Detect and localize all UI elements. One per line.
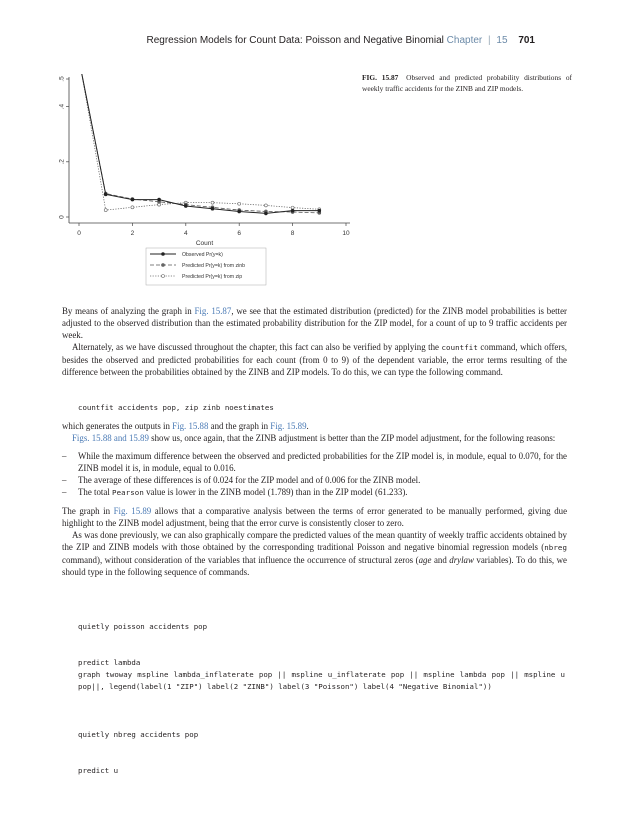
data-point (211, 201, 214, 204)
y-tick-label: .5 (58, 76, 66, 82)
paragraph-3: which generates the outputs in Fig. 15.88 and the graph in Fig. 15.89. (62, 421, 309, 431)
data-point (184, 204, 187, 207)
data-point (291, 206, 294, 209)
paragraph-1: By means of analyzing the graph in Fig. 15.87, we see that the estimated distribution (predicted) for the ZINB model probabilities is better adjusted to the observed distribution than the estimated probability distribution for the ZIP model, for a count of up to 9 traffic accidents per week. (62, 306, 567, 340)
data-point (264, 212, 267, 215)
series-line (79, 74, 319, 213)
series-line (79, 74, 319, 210)
data-point (291, 209, 294, 212)
paragraph-6: As was done previously, we can also graphically compare the predicted values of the mean quantity of weekly traffic accidents obtained by the ZIP and ZINB models with those obtained by the corresponding traditional Poisson and negative binomial regression models (nbreg command), without consideration of the variables that influence the occurrence of structural zeros (age and drylaw variables). To do this, we should type in the following sequence of commands. (62, 530, 567, 577)
running-title: Regression Models for Count Data: Poisson and Negative Binomial (146, 35, 444, 46)
x-tick-label: 6 (237, 230, 242, 237)
x-tick-label: 10 (342, 230, 350, 237)
x-tick-label: 0 (77, 230, 81, 237)
command-block (78, 597, 207, 837)
code-line: predict lambda (78, 658, 141, 667)
fig-link-15-88-89[interactable]: Figs. 15.88 and 15.89 (72, 433, 149, 443)
x-tick-label: 4 (183, 230, 188, 237)
data-point (131, 206, 134, 209)
page-number: 701 (518, 35, 535, 46)
code-line: quietly nbreg accidents pop (78, 730, 199, 739)
fig-link-15-88[interactable]: Fig. 15.88 (172, 421, 209, 431)
fig-link-15-87[interactable]: Fig. 15.87 (194, 306, 232, 316)
body-text-top (62, 305, 567, 378)
series-line (79, 74, 319, 213)
header-separator: | (488, 35, 491, 46)
running-header (146, 35, 535, 46)
data-point (131, 198, 134, 201)
code-line: quietly poisson accidents pop (78, 622, 208, 631)
inline-code-countfit: countfit (441, 343, 478, 352)
paragraph-2: Alternately, as we have discussed throughout the chapter, this fact can also be verified by applying the countfit command, which offers, besides the observed and predicted probabilities for each count (from 0 to 9) of the dependent variable, the error terms resulting of the difference between the probabilities obtained by the ZINB and ZIP models. To do this, we can type the following command. (62, 342, 567, 377)
code-line: predict u (78, 766, 119, 775)
x-axis-title: Count (195, 240, 214, 247)
data-point (158, 198, 161, 201)
data-point (318, 209, 321, 212)
paragraph-4: Figs. 15.88 and 15.89 show us, once again, that the ZINB adjustment is better than the ZIP model adjustment, for the following reasons: (72, 433, 556, 443)
fig-link-15-89[interactable]: Fig. 15.89 (270, 421, 307, 431)
chapter-label: Chapter (446, 35, 483, 46)
data-point (211, 207, 214, 210)
data-point (238, 202, 241, 205)
legend-swatch-marker (162, 275, 165, 278)
legend-entry: Predicted Pr(y=k) from zip (182, 274, 243, 280)
list-item: – While the maximum difference between the observed and predicted probabilities for the ZIP model is, in module, equal to 0.070, for the ZINB model it is, in module, equal to 0.016. (62, 451, 567, 473)
inline-code-nbreg: nbreg (544, 543, 567, 552)
x-tick-label: 2 (130, 230, 135, 237)
y-tick-label: 0 (58, 215, 66, 219)
figure-caption (362, 73, 572, 94)
legend-entry: Predicted Pr(y=k) from zinb (182, 263, 245, 269)
reasons-list (62, 450, 567, 499)
code-line-graph: graph twoway mspline lambda_inflaterate pop || mspline u_inflaterate pop || mspline lambda pop || mspline u pop||, legend(label(1 "ZIP") label(2 "ZINB") label(3 "Poisson") label(4 "Negative Binomial")) (78, 670, 565, 691)
data-point (104, 193, 107, 196)
list-item: – The total Pearson value is lower in the ZINB model (1.789) than in the ZIP model (61.233). (62, 487, 408, 497)
y-tick-label: .4 (58, 103, 66, 110)
data-point (264, 204, 267, 207)
chapter-number: 15 (496, 35, 508, 46)
list-item: – The average of these differences is of 0.024 for the ZIP model and of 0.006 for the ZINB model. (62, 475, 421, 485)
command-countfit: countfit accidents pop, zip zinb noestimates (78, 403, 274, 412)
body-text-middle (62, 420, 567, 578)
data-point (104, 209, 107, 212)
probability-chart (55, 74, 355, 294)
legend-swatch-marker (162, 264, 165, 267)
paragraph-5: The graph in Fig. 15.89 allows that a comparative analysis between the terms of error generated to be manually performed, giving due highlight to the ZINB model adjustment, being that the error curve is consistently closer to zero. (62, 506, 568, 528)
y-tick-label: .2 (58, 159, 66, 165)
figure-caption-text: Observed and predicted probability distributions of weekly traffic accidents for the ZINB and ZIP models. (362, 73, 572, 93)
legend-entry: Observed Pr(y=k) (182, 252, 223, 258)
legend-swatch-marker (162, 253, 165, 256)
inline-code-pearson: Pearson (112, 488, 144, 497)
fig-link-15-89-b[interactable]: Fig. 15.89 (113, 506, 152, 516)
figure-label: FIG. 15.87 (362, 73, 399, 82)
x-tick-label: 8 (290, 230, 295, 237)
data-point (238, 210, 241, 213)
